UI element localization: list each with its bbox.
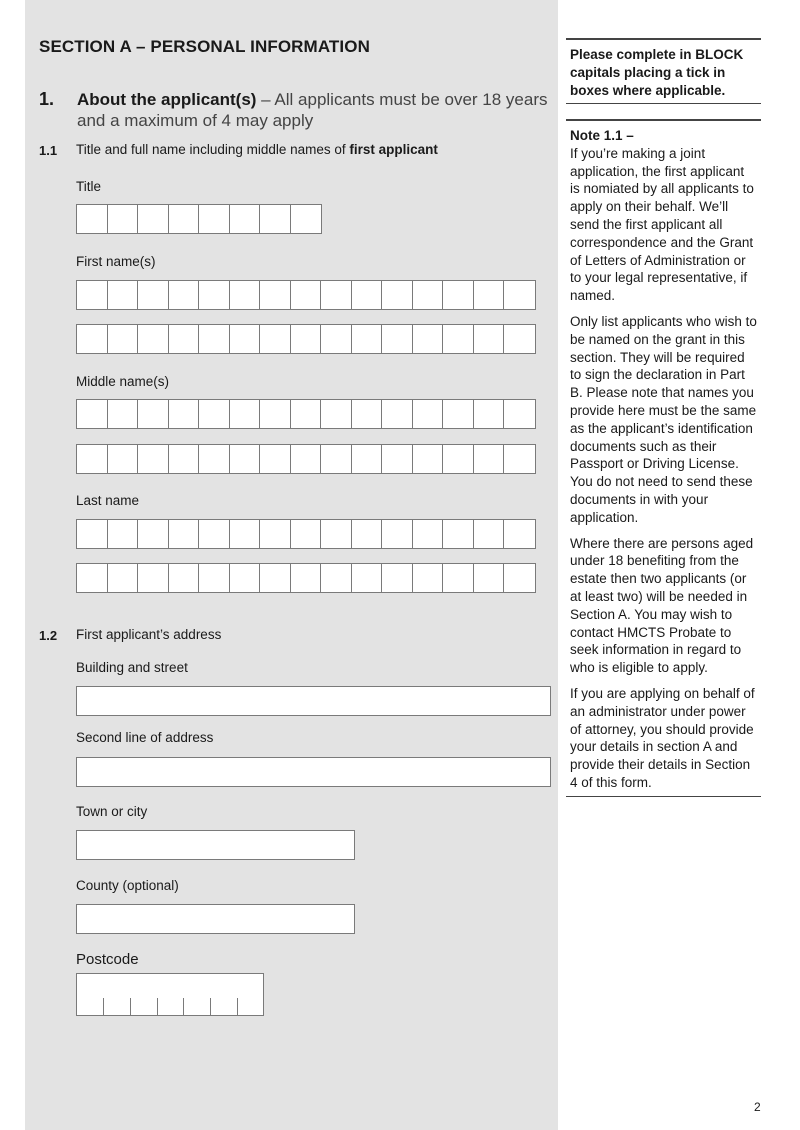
first-name-label: First name(s) (76, 254, 156, 269)
character-box[interactable] (443, 520, 474, 548)
character-box[interactable] (169, 564, 200, 592)
character-box[interactable] (352, 281, 383, 309)
character-box[interactable] (260, 520, 291, 548)
character-box[interactable] (77, 205, 108, 233)
character-box[interactable] (352, 400, 383, 428)
character-box[interactable] (230, 400, 261, 428)
question-1-1-bold: first applicant (349, 142, 438, 157)
character-box[interactable] (108, 445, 139, 473)
character-box[interactable] (321, 400, 352, 428)
last-name-input-line-2[interactable] (76, 563, 536, 593)
character-box[interactable] (474, 325, 505, 353)
character-box[interactable] (230, 205, 261, 233)
character-box[interactable] (291, 520, 322, 548)
character-box[interactable] (77, 520, 108, 548)
character-box[interactable] (474, 400, 505, 428)
character-box[interactable] (352, 520, 383, 548)
character-box[interactable] (108, 564, 139, 592)
character-box[interactable] (291, 564, 322, 592)
character-box[interactable] (382, 520, 413, 548)
postcode-divider (130, 998, 131, 1015)
character-box[interactable] (77, 564, 108, 592)
postcode-label: Postcode (76, 951, 139, 968)
character-box[interactable] (138, 445, 169, 473)
last-name-input-line-1[interactable] (76, 519, 536, 549)
question-1-1-number: 1.1 (39, 143, 58, 158)
character-box[interactable] (291, 205, 322, 233)
character-box[interactable] (382, 281, 413, 309)
character-box[interactable] (291, 445, 322, 473)
title-input[interactable] (76, 204, 322, 234)
character-box[interactable] (77, 400, 108, 428)
block-capitals-instruction: Please complete in BLOCK capitals placing a tick in boxes where applicable. (566, 38, 761, 104)
character-box[interactable] (230, 564, 261, 592)
character-box[interactable] (260, 400, 291, 428)
character-box[interactable] (138, 520, 169, 548)
character-box[interactable] (199, 520, 230, 548)
section-title: SECTION A – PERSONAL INFORMATION (39, 37, 370, 56)
character-box[interactable] (169, 205, 200, 233)
character-box[interactable] (138, 564, 169, 592)
second-line-input[interactable] (76, 757, 551, 787)
note-1-1-title: Note 1.1 – (570, 128, 634, 143)
character-box[interactable] (443, 325, 474, 353)
character-box[interactable] (169, 400, 200, 428)
character-box[interactable] (321, 445, 352, 473)
page-number: 2 (754, 1100, 761, 1114)
character-box[interactable] (199, 281, 230, 309)
question-1-number: 1. (39, 89, 55, 109)
building-street-input[interactable] (76, 686, 551, 716)
character-box[interactable] (108, 281, 139, 309)
middle-name-input-line-1[interactable] (76, 399, 536, 429)
postcode-divider (157, 998, 158, 1015)
character-box[interactable] (474, 281, 505, 309)
character-box[interactable] (504, 445, 535, 473)
character-box[interactable] (260, 281, 291, 309)
character-box[interactable] (382, 445, 413, 473)
character-box[interactable] (443, 400, 474, 428)
character-box[interactable] (352, 325, 383, 353)
character-box[interactable] (199, 400, 230, 428)
character-box[interactable] (199, 325, 230, 353)
character-box[interactable] (291, 281, 322, 309)
last-name-label: Last name (76, 493, 140, 508)
character-box[interactable] (169, 325, 200, 353)
character-box[interactable] (77, 325, 108, 353)
note-1-1-paragraph: If you’re making a joint application, the first applicant is nomiated by all applicants to apply on their behalf. We’ll send the first applicant all correspondence and the Grant of Letters of Administration or to your legal representative, if named. (570, 145, 754, 304)
character-box[interactable] (413, 400, 444, 428)
character-box[interactable] (321, 325, 352, 353)
question-1-text (77, 89, 557, 131)
character-box[interactable] (352, 445, 383, 473)
character-box[interactable] (77, 281, 108, 309)
character-box[interactable] (169, 520, 200, 548)
character-box[interactable] (138, 281, 169, 309)
question-1-rest: – All applicants must be over 18 years and a maximum of 4 may apply (77, 90, 548, 130)
character-box[interactable] (321, 564, 352, 592)
postcode-divider (237, 998, 238, 1015)
middle-name-input-line-2[interactable] (76, 444, 536, 474)
character-box[interactable] (260, 205, 291, 233)
character-box[interactable] (230, 520, 261, 548)
character-box[interactable] (382, 564, 413, 592)
character-box[interactable] (291, 400, 322, 428)
question-1-2-number: 1.2 (39, 628, 58, 643)
character-box[interactable] (138, 325, 169, 353)
character-box[interactable] (443, 564, 474, 592)
first-name-input-line-1[interactable] (76, 280, 536, 310)
character-box[interactable] (199, 564, 230, 592)
character-box[interactable] (169, 445, 200, 473)
character-box[interactable] (352, 564, 383, 592)
character-box[interactable] (474, 564, 505, 592)
character-box[interactable] (169, 281, 200, 309)
character-box[interactable] (504, 400, 535, 428)
title-label: Title (76, 179, 102, 194)
postcode-input[interactable] (76, 973, 264, 1016)
character-box[interactable] (504, 520, 535, 548)
character-box[interactable] (443, 281, 474, 309)
middle-name-label: Middle name(s) (76, 374, 170, 389)
character-box[interactable] (504, 325, 535, 353)
postcode-divider (183, 998, 184, 1015)
character-box[interactable] (504, 564, 535, 592)
character-box[interactable] (474, 445, 505, 473)
character-box[interactable] (138, 205, 169, 233)
character-box[interactable] (443, 445, 474, 473)
question-1-1-text (76, 142, 438, 157)
character-box[interactable] (199, 205, 230, 233)
question-1-title: About the applicant(s) (77, 90, 257, 109)
first-name-input-line-2[interactable] (76, 324, 536, 354)
note-1-1-paragraph: If you are applying on behalf of an administrator under power of attorney, you should provide your details in section A and provide their details in Section 4 of this form. (570, 685, 755, 790)
character-box[interactable] (108, 205, 139, 233)
character-box[interactable] (108, 325, 139, 353)
character-box[interactable] (504, 281, 535, 309)
character-box[interactable] (413, 520, 444, 548)
note-1-1-paragraph: Only list applicants who wish to be named on the grant in this section. They will be required to sign the declaration in Part B. Please note that names you provide here must be the same as the applicant’s identification documents such as their Passport or Driving License. You do not need to send these documents in with your application. (570, 313, 757, 525)
town-city-label: Town or city (76, 804, 148, 819)
postcode-divider (103, 998, 104, 1015)
building-street-label: Building and street (76, 660, 188, 675)
character-box[interactable] (291, 325, 322, 353)
character-box[interactable] (260, 325, 291, 353)
character-box[interactable] (108, 520, 139, 548)
character-box[interactable] (230, 281, 261, 309)
character-box[interactable] (260, 445, 291, 473)
character-box[interactable] (413, 281, 444, 309)
postcode-divider (210, 998, 211, 1015)
character-box[interactable] (230, 445, 261, 473)
second-line-label: Second line of address (76, 730, 214, 745)
character-box[interactable] (474, 520, 505, 548)
character-box[interactable] (108, 400, 139, 428)
character-box[interactable] (138, 400, 169, 428)
character-box[interactable] (382, 400, 413, 428)
town-city-input[interactable] (76, 830, 355, 860)
character-box[interactable] (382, 325, 413, 353)
note-1-1-paragraph: Where there are persons aged under 18 benefiting from the estate then two applicants (or at least two) will be needed in Section A. You may wish to contact HMCTS Probate to seek information in regard to who is eligible to apply. (570, 535, 754, 676)
character-box[interactable] (199, 445, 230, 473)
character-box[interactable] (413, 564, 444, 592)
question-1-2-text: First applicant’s address (76, 627, 222, 642)
character-box[interactable] (413, 325, 444, 353)
character-box[interactable] (321, 281, 352, 309)
character-box[interactable] (413, 445, 444, 473)
note-1-1 (566, 119, 761, 797)
character-box[interactable] (230, 325, 261, 353)
character-box[interactable] (260, 564, 291, 592)
character-box[interactable] (321, 520, 352, 548)
county-label: County (optional) (76, 878, 179, 893)
question-1-1-plain: Title and full name including middle names of (76, 142, 350, 157)
county-input[interactable] (76, 904, 355, 934)
character-box[interactable] (77, 445, 108, 473)
